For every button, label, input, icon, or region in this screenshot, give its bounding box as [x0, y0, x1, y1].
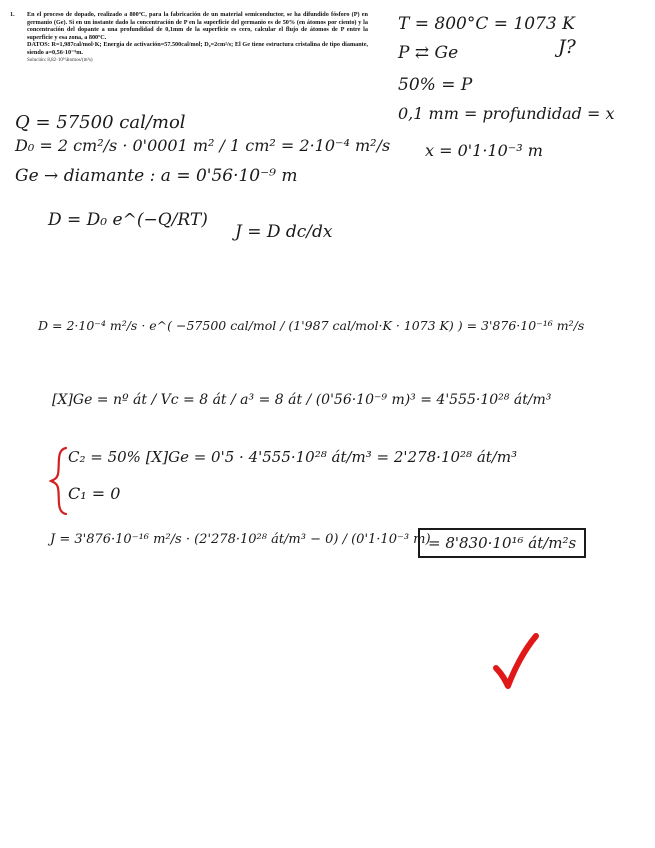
x-value-note: x = 0'1·10⁻³ m — [425, 141, 543, 160]
problem-text: En el proceso de dopado, realizado a 800ºC, para la fabricación de un material semiconductor, se ha difundido fósforo (P) en germanio (Ge). Si en un instante dado la concentración de P en la superficie del germanio es de 50% (en átomos por ciento) y la concentración del dopante a una profundidad de 0,1mm de la superficie es cero, calcular el flujo de átomos de P entre la superficie y esa zona, a 800ºC. — [27, 11, 368, 41]
temperature-note: T = 800°C = 1073 K — [398, 14, 575, 34]
j-result: = 8'830·10¹⁶ át/m²s — [418, 528, 586, 558]
problem-data: DATOS: R=1,987cal/mol·K; Energía de activación=57.500cal/mol; D₀=2cm²/s; El Ge tiene estructura cristalina de tipo diamante, siendo a=0,56·10⁻⁹m. — [27, 41, 368, 56]
j-formula: J = D dc/dx — [235, 222, 333, 242]
q-line: Q = 57500 cal/mol — [15, 112, 186, 133]
direction-note: P ⇄ Ge — [398, 43, 459, 63]
unknown-note: J? — [558, 36, 576, 58]
problem-solution: Solución: 8,82·10¹⁶átomos/(m²s) — [27, 57, 93, 63]
percent-note: 50% = P — [398, 75, 473, 95]
d-calculation: D = 2·10⁻⁴ m²/s · e^( −57500 cal/mol / (1'987 cal/mol·K · 1073 K) ) = 3'876·10⁻¹⁶ m²/s — [38, 318, 585, 333]
x-calculation: [X]Ge = nº át / Vc = 8 át / a³ = 8 át / (0'56·10⁻⁹ m)³ = 4'555·10²⁸ át/m³ — [52, 392, 552, 408]
j-calculation: J = 3'876·10⁻¹⁶ m²/s · (2'278·10²⁸ át/m³ − 0) / (0'1·10⁻³ m) — [50, 532, 431, 547]
problem-statement — [10, 11, 368, 64]
curly-brace — [48, 446, 70, 516]
c2-line: C₂ = 50% [X]Ge = 0'5 · 4'555·10²⁸ át/m³ = 2'278·10²⁸ át/m³ — [68, 448, 518, 466]
problem-number: 1. — [10, 11, 15, 18]
problem-body — [27, 11, 368, 64]
d0-line: D₀ = 2 cm²/s · 0'0001 m² / 1 cm² = 2·10⁻⁴ m²/s — [15, 136, 391, 155]
c1-line: C₁ = 0 — [68, 484, 121, 503]
checkmark-icon — [492, 632, 540, 692]
ge-line: Ge → diamante : a = 0'56·10⁻⁹ m — [15, 166, 298, 186]
d-formula: D = D₀ e^(−Q/RT) — [48, 210, 208, 230]
depth-note: 0,1 mm = profundidad = x — [398, 104, 615, 123]
